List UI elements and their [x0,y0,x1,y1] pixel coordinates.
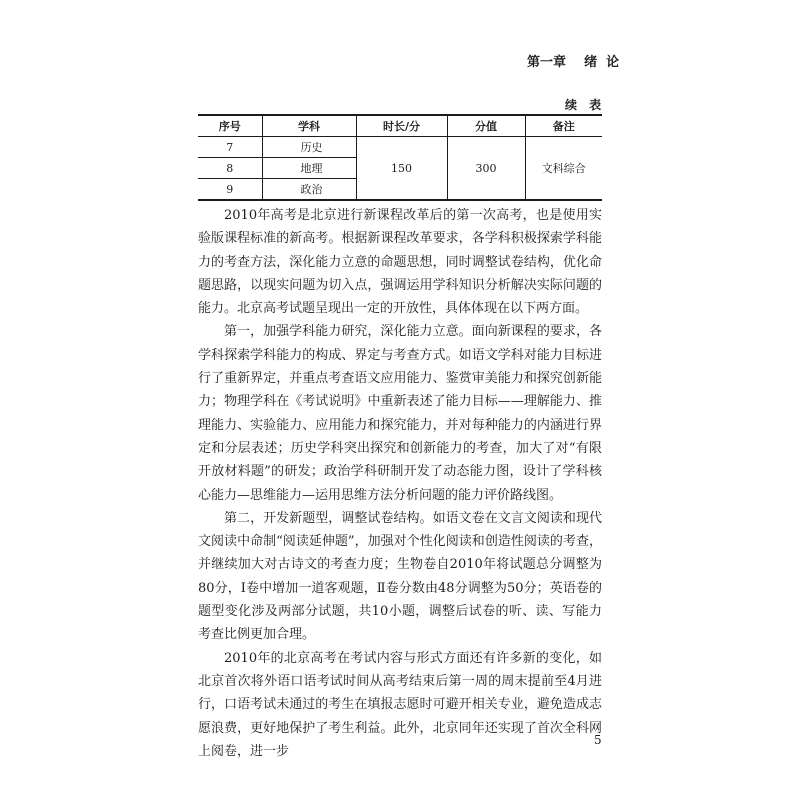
row-number: 9 [198,179,262,201]
body-text [198,204,602,763]
paragraph-first-point: 第一，加强学科能力研究，深化能力立意。面向新课程的要求，各学科探索学科能力的构成、界定与考查方式。如语文学科对能力目标进行了重新界定，并重点考查语文应用能力、鉴赏审美能力和探究创新能力；物理学科在《考试说明》中重新表述了能力目标——理解能力、推理能力、实验能力、应用能力和探究能力，并对每种能力的内涵进行界定和分层表述；历史学科突出探究和创新能力的考查，加大了对“有限开放材料题”的研发；政治学科研制开发了动态能力图，设计了学科核心能力—思维能力—运用思维方法分析问题的能力评价路线图。 [198,324,602,503]
row-subject: 政治 [262,179,356,201]
column-header-note: 备注 [525,115,602,137]
row-number: 7 [198,137,262,158]
note-cell: 文科综合 [525,137,602,201]
row-subject: 地理 [262,158,356,179]
paragraph-second-point: 第二，开发新题型，调整试卷结构。如语文卷在文言文阅读和现代文阅读中命制“阅读延伸题”，加强对个性化阅读和创造性阅读的考查，并继续加大对古诗文的考查力度；生物卷自2010年将试题总分调整为80分，Ⅰ卷中增加一道客观题，Ⅱ卷分数由48分调整为50分；英语卷的题型变化涉及两部分试题，共10小题，调整后试卷的听、读、写能力考查比例更加合理。 [198,510,602,643]
column-header-score: 分值 [447,115,525,137]
column-header-subject: 学科 [262,115,356,137]
paragraph-intro: 2010年高考是北京进行新课程改革后的第一次高考，也是使用实验版课程标准的新高考。根据新课程改革要求，各学科积极探索学科能力的考查方法，深化能力立意的命题思想，同时调整试卷结构，优化命题思路，以现实问题为切入点，强调运用学科知识分析解决实际问题的能力。北京高考试题呈现出一定的开放性，具体体现在以下两方面。 [198,208,602,317]
table-row [198,137,602,158]
running-head: 第一章 绪 论 [527,55,620,70]
score-cell: 300 [447,137,525,201]
page-number: 5 [594,733,602,747]
column-header-duration: 时长/分 [356,115,447,137]
subject-table [198,114,602,201]
paragraph-other-changes: 2010年的北京高考在考试内容与形式方面还有许多新的变化，如北京首次将外语口语考试时间从高考结束后第一周的周末提前至4月进行，口语考试未通过的考生在填报志愿时可避开相关专业，避免造成志愿浪费，更好地保护了考生利益。此外，北京同年还实现了首次全科网上阅卷，进一步 [198,650,602,759]
duration-cell: 150 [356,137,447,201]
row-subject: 历史 [262,137,356,158]
continued-table-label: 续 表 [565,98,606,112]
table-header-row [198,115,602,137]
column-header-number: 序号 [198,115,262,137]
row-number: 8 [198,158,262,179]
